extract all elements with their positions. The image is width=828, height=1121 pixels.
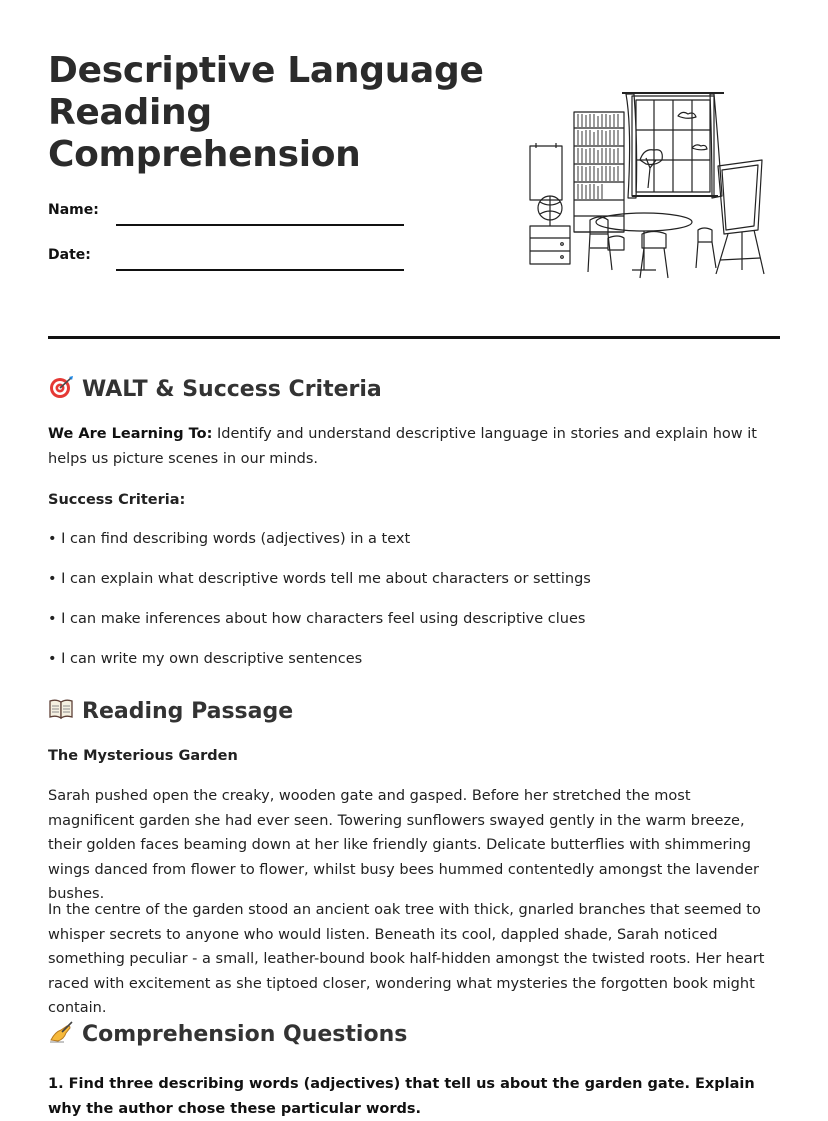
criteria-item: • I can make inferences about how characters feel using descriptive clues [48, 611, 586, 627]
walt-heading-text: WALT & Success Criteria [82, 377, 382, 402]
walt-label: We Are Learning To: [48, 426, 213, 442]
comprehension-questions-heading-text: Comprehension Questions [82, 1022, 408, 1047]
walt-text: Identify and understand descriptive language in stories and explain how it helps us picture scenes in our minds. [48, 426, 757, 467]
name-label: Name: [48, 202, 99, 218]
passage-paragraph: Sarah pushed open the creaky, wooden gate and gasped. Before her stretched the most magnificent garden she had ever seen. Towering sunflowers swayed gently in the warm breeze, their golden faces beaming down at her like friendly giants. Delicate butterflies with shimmering wings danced from flower to flower, whilst busy bees hummed contentedly amongst the lavender bushes. [48, 788, 760, 902]
open-book-icon [48, 697, 74, 721]
criteria-item: • I can write my own descriptive sentences [48, 651, 363, 667]
walt-statement [48, 422, 780, 471]
criteria-item: • I can find describing words (adjectives) in a text [48, 531, 411, 547]
comprehension-questions-heading [48, 1020, 407, 1049]
target-icon [48, 375, 74, 399]
question-item: 1. Find three describing words (adjectives) that tell us about the garden gate. Explain why the author chose these particular words. [48, 1076, 755, 1117]
date-write-line[interactable] [116, 269, 404, 271]
classroom-illustration [528, 88, 772, 284]
success-criteria-label: Success Criteria: [48, 492, 186, 508]
name-field[interactable] [48, 202, 408, 226]
name-write-line[interactable] [116, 224, 404, 226]
reading-passage-heading [48, 697, 293, 726]
header-divider [48, 336, 780, 339]
criteria-item: • I can explain what descriptive words tell me about characters or settings [48, 571, 591, 587]
passage-paragraph: In the centre of the garden stood an ancient oak tree with thick, gnarled branches that seemed to whisper secrets to anyone who would listen. Beneath its cool, dappled shade, Sarah noticed something peculiar - a small, leather-bound book half-hidden amongst the twisted roots. Her heart raced with excitement as she tiptoed closer, wondering what mysteries the forgotten book might contain. [48, 902, 765, 1016]
page-title [48, 50, 508, 176]
date-label: Date: [48, 247, 91, 263]
date-field[interactable] [48, 247, 408, 271]
walt-heading [48, 375, 382, 404]
writing-hand-icon [48, 1020, 74, 1044]
passage-title: The Mysterious Garden [48, 748, 238, 764]
title-line-2: Reading [48, 92, 212, 133]
reading-passage-heading-text: Reading Passage [82, 699, 294, 724]
title-line-3: Comprehension [48, 134, 361, 175]
title-line-1: Descriptive Language [48, 50, 484, 91]
